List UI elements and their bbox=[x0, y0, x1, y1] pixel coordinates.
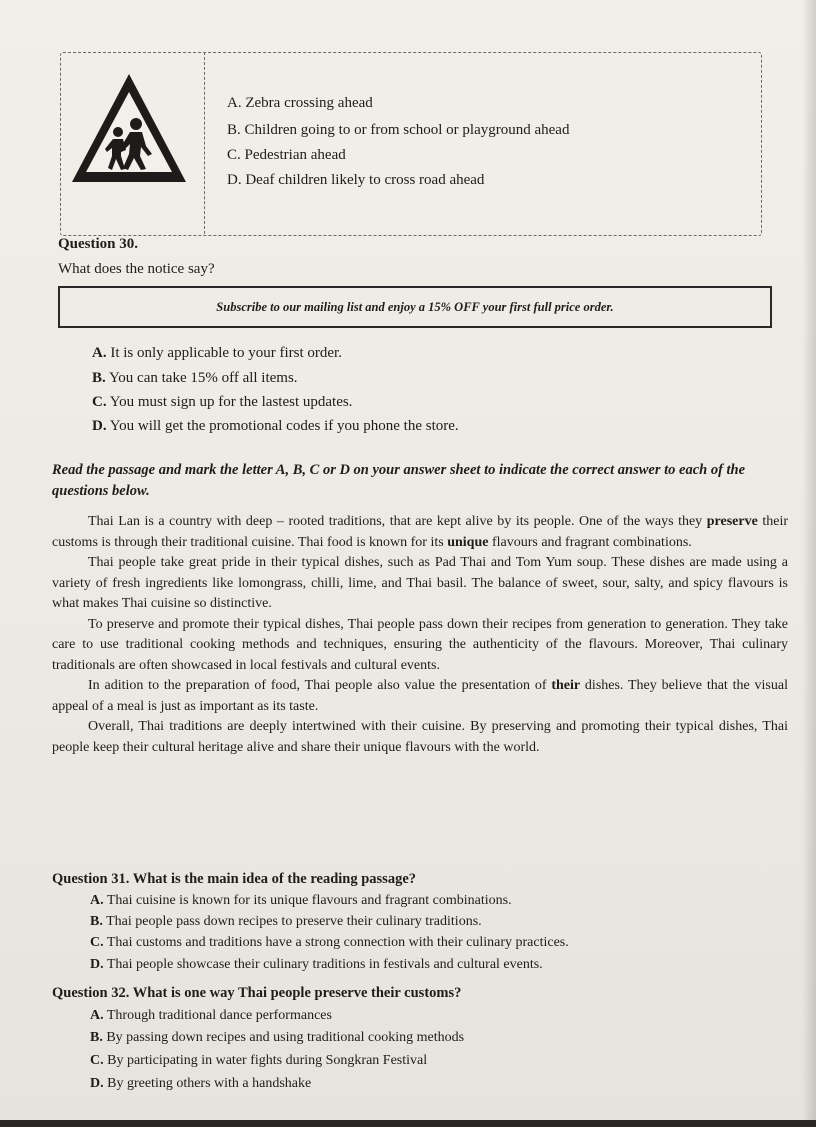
q29-option-d: D. Deaf children likely to cross road ahead bbox=[227, 172, 485, 188]
q31-option-d: D. Thai people showcase their culinary traditions in festivals and cultural events. bbox=[90, 957, 543, 972]
q32-option-d: D. By greeting others with a handshake bbox=[90, 1076, 312, 1091]
q32-title: Question 32. What is one way Thai people preserve their customs? bbox=[52, 985, 462, 1001]
bottom-edge bbox=[0, 1120, 816, 1127]
passage-paragraph-1: Thai Lan is a country with deep – rooted traditions, that are kept alive by its people. One of the ways they preserve their customs is through their traditional cuisine. Thai food is known for its unique flavours and fragrant combinations. bbox=[52, 514, 789, 550]
q30-option-d: D. You will get the promotional codes if you phone the store. bbox=[92, 418, 459, 434]
page-edge-shadow bbox=[802, 0, 816, 1127]
reading-passage bbox=[52, 512, 788, 758]
q31-title: Question 31. What is the main idea of the reading passage? bbox=[52, 871, 417, 887]
q30-title: Question 30. bbox=[58, 236, 139, 252]
q29-option-b: B. Children going to or from school or playground ahead bbox=[227, 122, 570, 138]
reading-instruction: Read the passage and mark the letter A, B, C or D on your answer sheet to indicate the correct answer to each of the questions below. bbox=[52, 462, 746, 499]
q29-option-a: A. Zebra crossing ahead bbox=[227, 95, 373, 111]
q30-notice-text: Subscribe to our mailing list and enjoy a 15% OFF your first full price order. bbox=[216, 299, 614, 314]
q31-option-c: C. Thai customs and traditions have a strong connection with their culinary practices. bbox=[90, 935, 569, 950]
q30-option-a: A. It is only applicable to your first order. bbox=[92, 345, 342, 361]
q32-option-a: A. Through traditional dance performances bbox=[90, 1008, 332, 1023]
q32-option-c: C. By participating in water fights during Songkran Festival bbox=[90, 1053, 428, 1068]
q32-option-b: B. By passing down recipes and using traditional cooking methods bbox=[90, 1030, 465, 1045]
q30-option-c: C. You must sign up for the lastest updates. bbox=[92, 394, 353, 410]
q31-option-b: B. Thai people pass down recipes to preserve their culinary traditions. bbox=[90, 914, 482, 929]
q30-notice bbox=[58, 286, 772, 328]
passage-paragraph-5: Overall, Thai traditions are deeply intertwined with their cuisine. By preserving and promoting their typical dishes, Thai people keep their cultural heritage alive and share their unique flavours with the world. bbox=[52, 719, 788, 755]
q31-option-a: A. Thai cuisine is known for its unique flavours and fragrant combinations. bbox=[90, 893, 512, 908]
passage-paragraph-4: In adition to the preparation of food, Thai people also value the presentation of their dishes. They believe that the visual appeal of a meal is just as important as its taste. bbox=[52, 678, 788, 714]
passage-paragraph-2: Thai people take great pride in their typical dishes, such as Pad Thai and Tom Yum soup. These dishes are made using a variety of fresh ingredients like lomongrass, chilli, lime, and Thai basil. The balance of sweet, sour, salty, and spicy flavours is what makes Thai cuisine so distinctive. bbox=[52, 555, 788, 611]
q30-option-b: B. You can take 15% off all items. bbox=[92, 370, 298, 386]
passage-paragraph-3: To preserve and promote their typical dishes, Thai people pass down their recipes from generation to generation. They take care to use traditional cooking methods and techniques, ensuring the authenticity of the flavours. Moreover, Thai culinary traditionals are often showcased in local festivals and cultural events. bbox=[52, 616, 788, 673]
q29-divider bbox=[204, 52, 205, 234]
children-crossing-sign-icon bbox=[66, 66, 192, 192]
q30-prompt: What does the notice say? bbox=[58, 261, 215, 277]
q29-option-c: C. Pedestrian ahead bbox=[227, 147, 346, 163]
